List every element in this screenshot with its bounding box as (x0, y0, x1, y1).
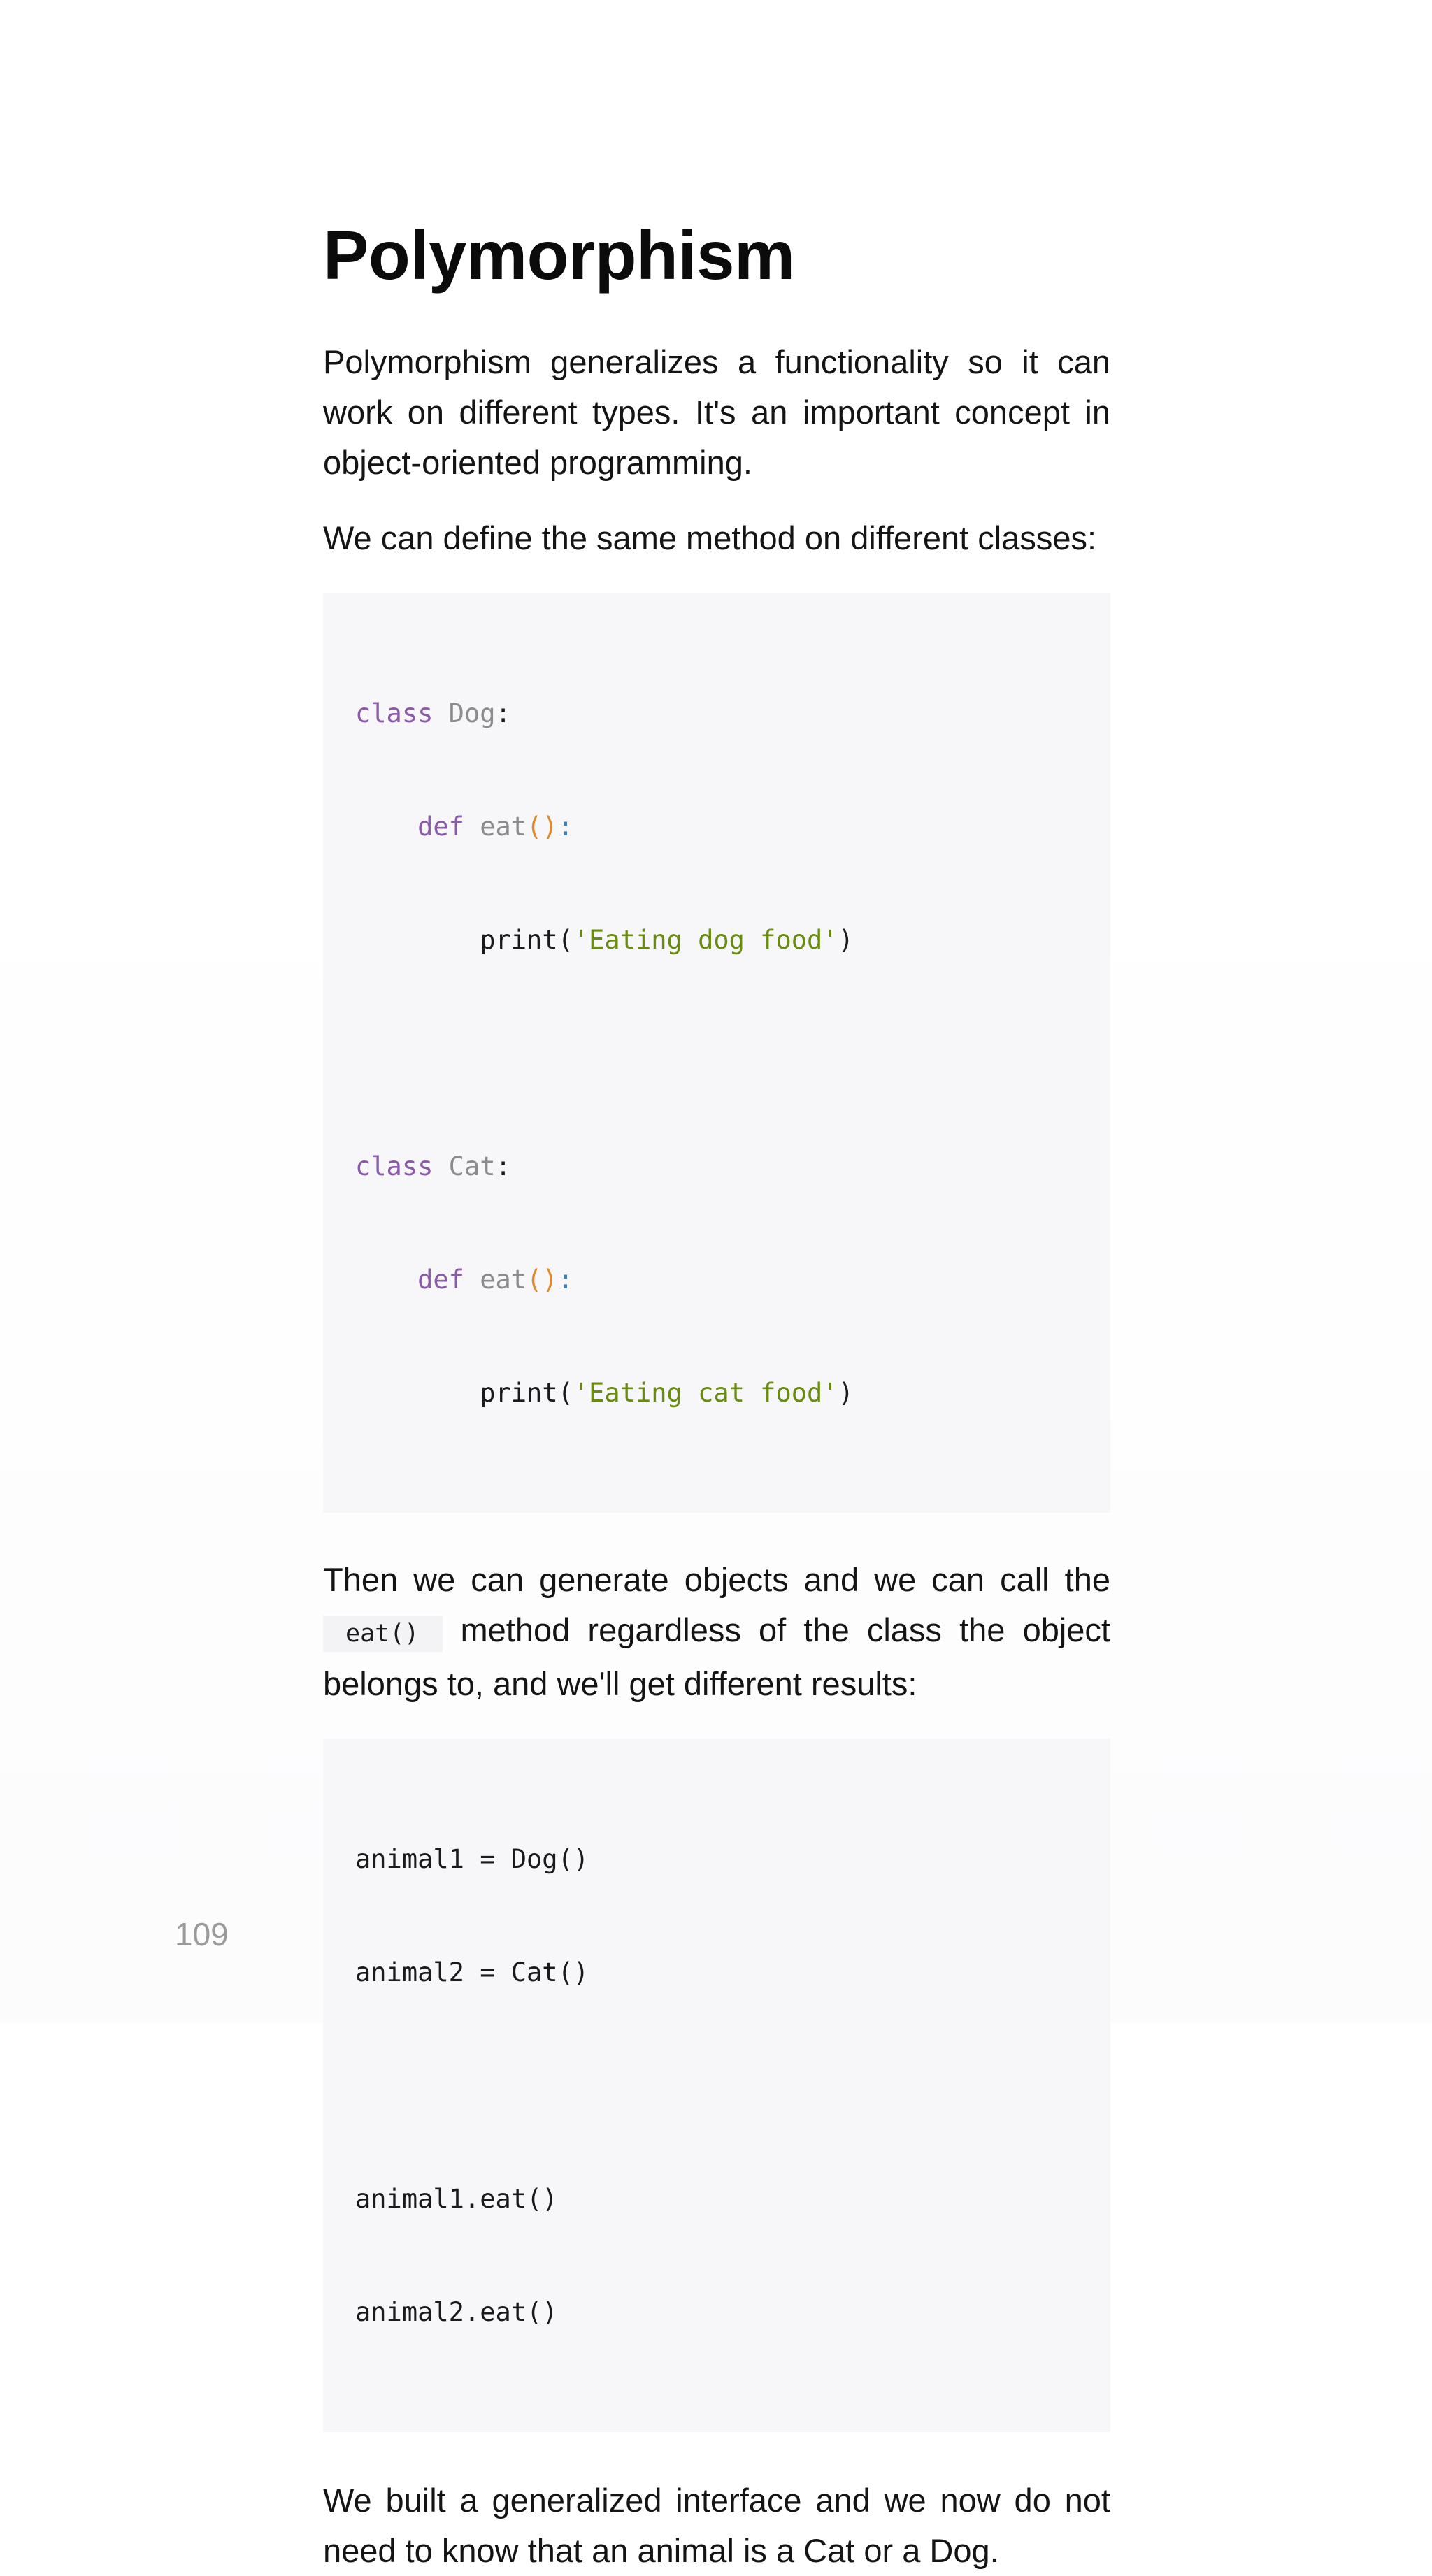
code-close-paren: ) (838, 925, 854, 955)
code-string: 'Eating dog food' (573, 925, 838, 955)
inline-code-eat: eat() (323, 1616, 443, 1652)
code-close-paren: ) (838, 1378, 854, 1408)
code-keyword: def (417, 1265, 464, 1295)
code-line (355, 695, 1078, 733)
code-indent (355, 925, 480, 955)
code-line: animal1.eat() (355, 2184, 558, 2214)
code-line (355, 921, 1078, 959)
code-line: animal2.eat() (355, 2297, 558, 2327)
code-function-call: print( (480, 925, 573, 955)
usage-paragraph (323, 1555, 1110, 1709)
code-line: animal1 = Dog() (355, 1844, 589, 1874)
code-line (355, 1261, 1078, 1299)
code-method-name: eat (480, 1265, 527, 1295)
define-paragraph: We can define the same method on different classes: (323, 519, 1097, 556)
class-definition-code-block (323, 593, 1110, 1513)
code-colon: : (557, 812, 573, 842)
intro-paragraph: Polymorphism generalizes a functionality so it can work on different types. It's an important concept in object-oriented programming. (323, 343, 1110, 481)
page-number: 109 (175, 1916, 229, 1952)
page-content (323, 210, 1110, 2576)
usage-text-before: Then we can generate objects and we can call the (323, 1561, 1110, 1598)
page-title: Polymorphism (323, 217, 795, 294)
code-indent (355, 812, 417, 842)
code-string: 'Eating cat food' (573, 1378, 838, 1408)
code-parens: () (527, 812, 558, 842)
code-line: animal2 = Cat() (355, 1957, 589, 1987)
code-class-name: Cat (448, 1151, 496, 1181)
code-keyword: class (355, 1151, 434, 1181)
code-function-call: print( (480, 1378, 573, 1408)
code-colon: : (495, 1151, 511, 1181)
usage-code-block (323, 1739, 1110, 2432)
code-line (355, 1148, 1078, 1186)
code-method-name: eat (480, 812, 527, 842)
code-blank-line (355, 1035, 1078, 1072)
code-colon: : (495, 698, 511, 728)
code-parens: () (527, 1265, 558, 1295)
code-class-name: Dog (448, 698, 496, 728)
code-line (355, 1374, 1078, 1412)
code-line (355, 808, 1078, 846)
code-colon: : (557, 1265, 573, 1295)
code-blank-line (355, 2067, 1078, 2105)
code-indent (355, 1265, 417, 1295)
code-keyword: class (355, 698, 434, 728)
conclusion-paragraph: We built a generalized interface and we now do not need to know that an animal is a Cat or a Dog. (323, 2482, 1110, 2569)
usage-text-after: method regardless of the class the object belongs to, and we'll get different results: (323, 1611, 1110, 1702)
code-keyword: def (417, 812, 464, 842)
code-indent (355, 1378, 480, 1408)
